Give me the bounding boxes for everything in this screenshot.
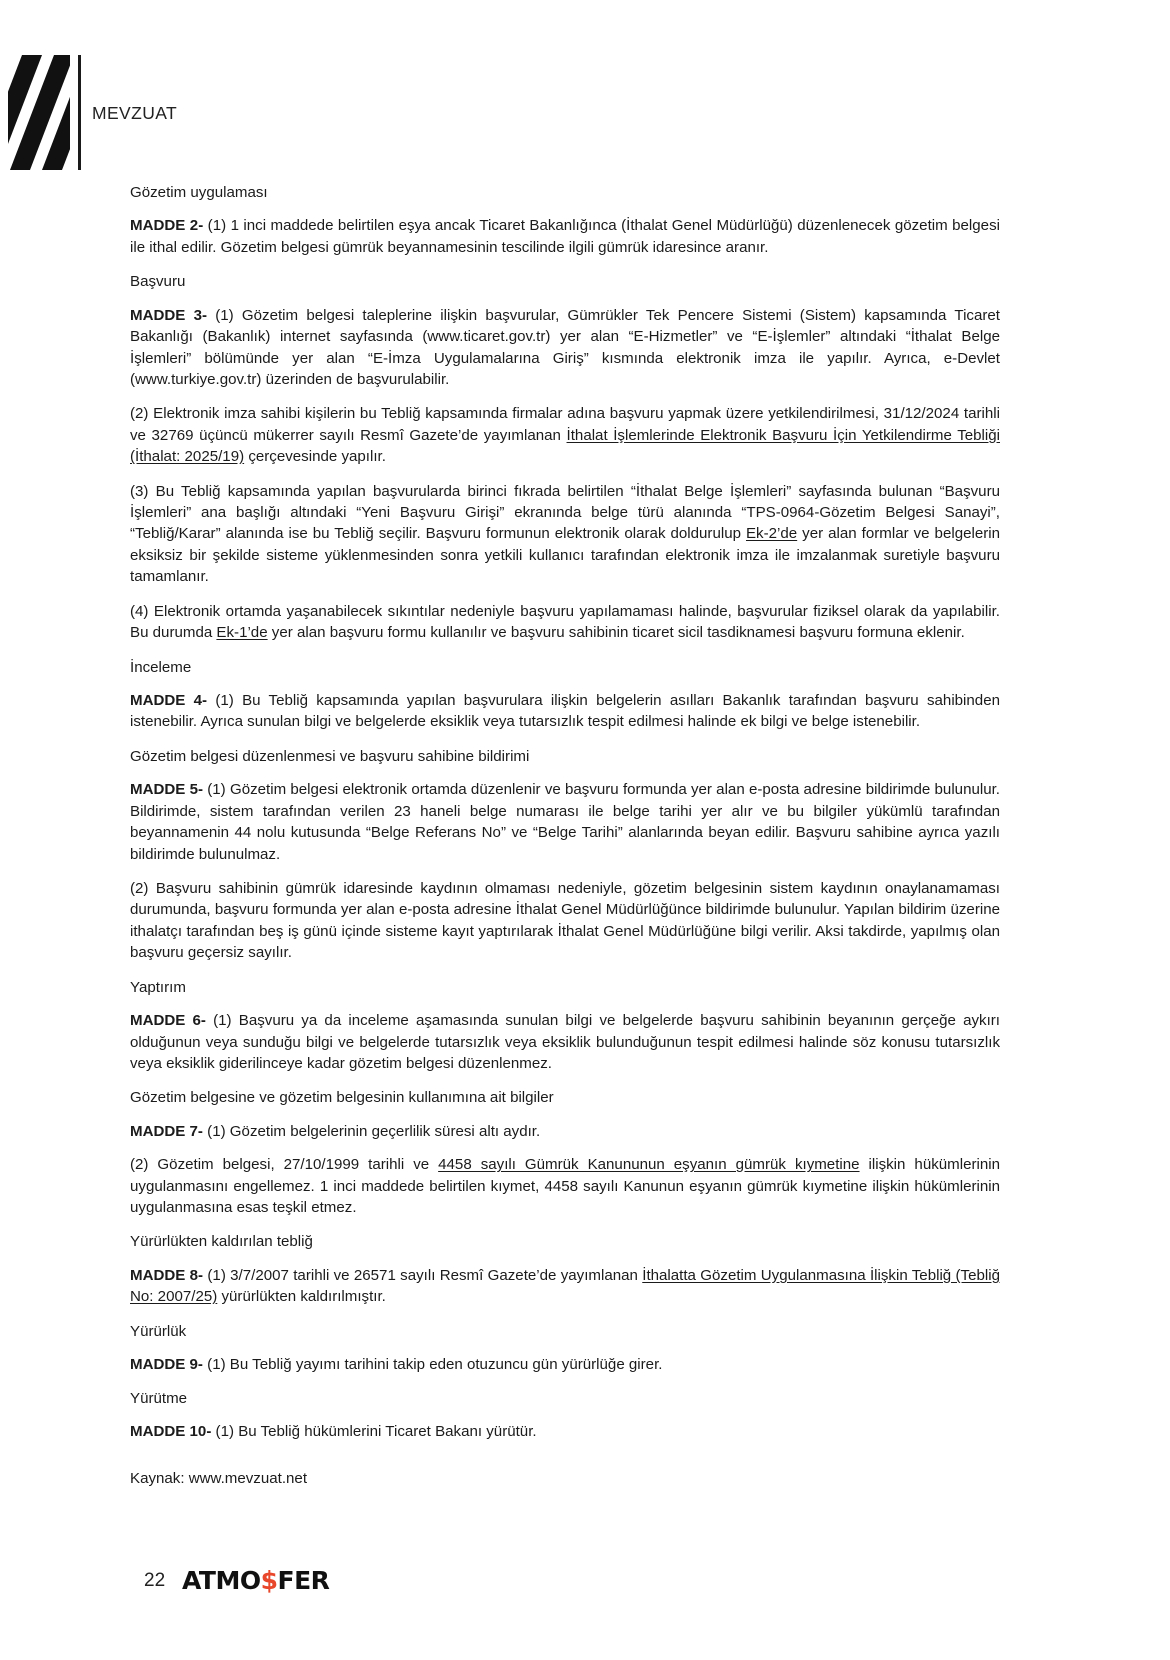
section-heading xyxy=(130,657,1000,678)
heading-text: Yürütme xyxy=(130,1389,188,1407)
article-label: MADDE 3- xyxy=(130,306,207,324)
section-heading xyxy=(130,1231,1000,1252)
paragraph-text: (3) Bu Tebliğ kapsamında yapılan başvurularda birinci fıkrada belirtilen “İthalat Belge İşlemleri” sayfasında bulunan “Başvuru İşlemleri” ana başlığı altındaki “Yeni Başvuru Girişi” ekranında belge türü alanında “TPS-0964-Gözetim Belgesi Sanayi”, “Tebliğ/Karar” alanında ise bu Tebliğ seçilir. Başvuru formunun elektronik olarak doldurulup xyxy=(130,482,1000,543)
article-paragraph xyxy=(130,779,1000,865)
article-paragraph xyxy=(130,1121,1000,1142)
article-text: (1) 1 inci maddede belirtilen eşya ancak Ticaret Bakanlığınca (İthalat Genel Müdürlüğü) düzenlenecek gözetim belgesi ile ithal edilir. Gözetim belgesi gümrük beyannamesinin tescilinde ilgili gümrük idaresince aranır. xyxy=(130,217,1000,256)
section-heading xyxy=(130,271,1000,292)
reference-link[interactable]: Ek-1’de xyxy=(216,624,268,642)
article-text: (1) Bu Tebliğ hükümlerini Ticaret Bakanı yürütür. xyxy=(211,1422,537,1440)
heading-text: Yaptırım xyxy=(130,978,186,996)
section-heading xyxy=(130,1321,1000,1342)
article-text: (1) Gözetim belgesi taleplerine ilişkin başvurular, Gümrükler Tek Pencere Sistemi (Sistem) kapsamında Ticaret Bakanlığı (Bakanlık) internet sayfasında (www.ticaret.gov.tr) yer alan “E-Hizmetler” ve “E-İşlemler” altındaki “İthalat Belge İşlemleri” bölümünde yer alan “E-İmza Uygulamalarına Giriş” kısmında elektronik imza ile yapılır. Ayrıca, e-Devlet (www.turkiye.gov.tr) üzerinden de başvurulabilir. xyxy=(130,306,1000,388)
article-text: (1) 3/7/2007 tarihli ve 26571 sayılı Resmî Gazete’de yayımlanan xyxy=(203,1266,643,1284)
paragraph-text: (4) Elektronik ortamda yaşanabilecek sıkıntılar nedeniyle başvuru yapılamaması halinde, başvurular fiziksel olarak da yapılabilir. Bu durumda xyxy=(130,602,1000,642)
logo-text-pre: ATMO xyxy=(182,1566,261,1595)
article-text: (1) Bu Tebliğ kapsamında yapılan başvurulara ilişkin belgelerin asılları Bakanlık tarafından başvuru sahibinden istenebilir. Ayrıca sunulan bilgi ve belgelerde eksiklik veya tutarsızlık tespit edilmesi halinde ek bilgi ve belge istenebilir. xyxy=(130,692,1000,731)
reference-link[interactable]: 4458 sayılı Gümrük Kanununun eşyanın gümrük kıymetine xyxy=(438,1156,860,1174)
article-label: MADDE 7- xyxy=(130,1122,203,1140)
paragraph xyxy=(130,601,1000,644)
heading-text: Gözetim belgesi düzenlenmesi ve başvuru sahibine bildirimi xyxy=(130,747,530,765)
paragraph-tail: ilişkin hükümlerinin uygulanmasını engellemez. 1 inci maddede belirtilen kıymet, 4458 sayılı Kanunun eşyanın gümrük kıymetine ilişkin hükümlerinin uygulanmasına esas teşkil etmez. xyxy=(130,1156,1000,1217)
atmosfer-logo xyxy=(182,1566,329,1595)
section-heading xyxy=(130,182,1000,203)
heading-text: Yürürlükten kaldırılan tebliğ xyxy=(130,1233,313,1251)
heading-text: Gözetim uygulaması xyxy=(130,184,268,201)
article-label: MADDE 2- xyxy=(130,217,204,235)
article-paragraph xyxy=(130,690,1000,733)
section-heading xyxy=(130,1087,1000,1108)
paragraph xyxy=(130,403,1000,467)
paragraph-text: (2) Elektronik imza sahibi kişilerin bu Tebliğ kapsamında firmalar adına başvuru yapmak üzere yetkilendirilmesi, 31/12/2024 tarihli ve 32769 üçüncü mükerrer sayılı Resmî Gazete’de yayımlanan xyxy=(130,405,1000,444)
paragraph-tail: yer alan formlar ve belgelerin eksiksiz bir şekilde sisteme yüklenmesinden sonra yetkili kullanıcı tarafından elektronik imza ile imzalanmak suretiyle başvuru tamamlanır. xyxy=(130,525,1001,586)
article-paragraph xyxy=(130,1354,1000,1375)
section-heading xyxy=(130,746,1000,767)
header-label: MEVZUAT xyxy=(92,103,178,123)
article-label: MADDE 5- xyxy=(130,781,204,799)
article-label: MADDE 6- xyxy=(130,1012,206,1030)
article-text: (1) Bu Tebliğ yayımı tarihini takip eden otuzuncu gün yürürlüğe girer. xyxy=(202,1356,663,1374)
source-note: Kaynak: www.mevzuat.net xyxy=(130,1470,308,1487)
document-body xyxy=(130,182,1000,1454)
article-text: (1) Gözetim belgelerinin geçerlilik süresi altı aydır. xyxy=(202,1122,541,1140)
paragraph-text: (2) Gözetim belgesi, 27/10/1999 tarihli ve xyxy=(130,1156,439,1174)
heading-text: Gözetim belgesine ve gözetim belgesinin kullanımına ait bilgiler xyxy=(130,1089,554,1107)
article-paragraph xyxy=(130,215,1000,258)
section-heading xyxy=(130,1388,1000,1409)
heading-text: Yürürlük xyxy=(130,1322,187,1340)
paragraph xyxy=(130,1154,1000,1218)
paragraph-text: (2) Başvuru sahibinin gümrük idaresinde kaydının olmaması nedeniyle, gözetim belgesinin sistem kaydının onaylanamaması durumunda, başvuru formunda yer alan e-posta adresine İthalat Genel Müdürlüğünce bildirimde bulunulur. Yapılan bildirim üzerine ithalatçı tarafından beş iş günü içinde sisteme kayıt yaptırılarak İthalat Genel Müdürlüğüne bilgi verilir. Aksi takdirde, yapılmış olan başvuru geçersiz sayılır. xyxy=(130,879,1000,962)
article-paragraph xyxy=(130,1421,1000,1442)
article-paragraph xyxy=(130,1265,1000,1308)
article-paragraph xyxy=(130,1010,1000,1074)
heading-text: İnceleme xyxy=(130,658,192,676)
paragraph-tail: çerçevesinde yapılır. xyxy=(244,448,386,466)
paragraph-tail: yürürlükten kaldırılmıştır. xyxy=(217,1288,386,1306)
article-text: (1) Başvuru ya da inceleme aşamasında sunulan bilgi ve belgelerde başvuru sahibinin beyanının gerçeğe aykırı olduğunun veya sunduğu bilgi ve belgelerde tutarsızlık veya eksiklik bulunduğunun tespit edilmesi halinde söz konusu tutarsızlık veya eksiklik giderilinceye kadar gözetim belgesi düzenlenmez. xyxy=(130,1012,1000,1072)
article-label: MADDE 4- xyxy=(130,692,208,710)
article-text: (1) Gözetim belgesi elektronik ortamda düzenlenir ve başvuru formunda yer alan e-posta adresine bildirimde bulunulur. Bildirimde, sistem tarafından verilen 23 haneli belge numarası ile belge tarihi yer alır ve bu bilgiler yükümlü tarafından beyannamenin 44 nolu kutusunda “Belge Referans No” ve “Belge Tarihi” alanlarında beyan edilir. Başvuru sahibine ayrıca yazılı bildirimde bulunulmaz. xyxy=(130,781,1000,863)
article-paragraph xyxy=(130,305,1000,391)
header-divider xyxy=(78,55,81,170)
page-footer xyxy=(130,1562,1010,1602)
article-label: MADDE 10- xyxy=(130,1422,212,1440)
page-header xyxy=(0,55,1170,175)
section-heading xyxy=(130,977,1000,998)
paragraph xyxy=(130,878,1000,964)
article-label: MADDE 9- xyxy=(130,1356,203,1374)
page-number: 22 xyxy=(144,1570,166,1591)
reference-link[interactable]: İthalatta Gözetim Uygulanmasına İlişkin Tebliğ (Tebliğ No: 2007/25) xyxy=(130,1266,1000,1306)
reference-link[interactable]: İthalat İşlemlerinde Elektronik Başvuru İçin Yetkilendirme Tebliği (İthalat: 2025/19) xyxy=(130,426,1000,466)
paragraph-tail: yer alan başvuru formu kullanılır ve başvuru sahibinin ticaret sicil tasdiknamesi başvuru formuna eklenir. xyxy=(267,624,965,642)
diagonal-stripes-icon xyxy=(8,55,70,170)
logo-text-post: FER xyxy=(277,1566,330,1595)
logo-accent-glyph: $ xyxy=(260,1566,278,1595)
article-label: MADDE 8- xyxy=(130,1266,204,1284)
paragraph xyxy=(130,481,1000,588)
reference-link[interactable]: Ek-2’de xyxy=(745,525,798,543)
heading-text: Başvuru xyxy=(130,273,186,291)
